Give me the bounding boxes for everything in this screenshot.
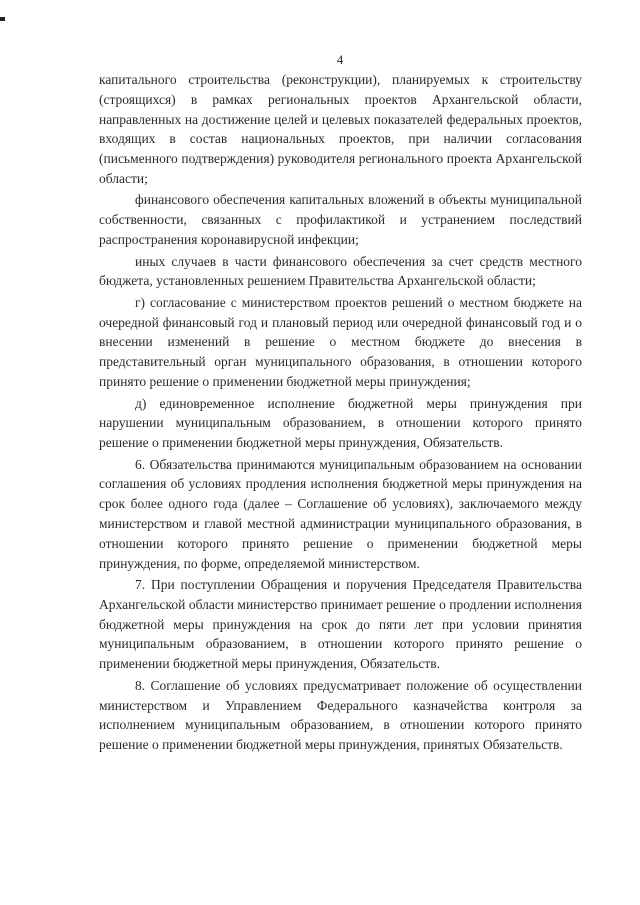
paragraph-8: 8. Соглашение об условиях предусматривает положение об осуществлении министерством и Управлением Федерального казначейства контроля за исполнением муниципальным образованием, в отношении которого принято решение о применении бюджетной меры принуждения, принятых Обязательств.: [99, 677, 582, 753]
paragraph-6: 6. Обязательства принимаются муниципальным образованием на основании соглашения об условиях продления исполнения бюджетной меры принуждения на срок более одного года (далее – Соглашение об условиях), заключаемого между министерством и главой местной администрации муниципального образования, в отношении которого принято решение о применении бюджетной меры принуждения, по форме, определяемой министерством.: [99, 456, 582, 571]
paragraph-7: 7. При поступлении Обращения и поручения Председателя Правительства Архангельской области министерство принимает решение о продлении исполнения бюджетной меры принуждения на срок до пяти лет при условии принятия муниципальным образованием, в отношении которого принято решение о применении бюджетной меры принуждения, Обязательств.: [99, 577, 582, 672]
page-number: 4: [336, 52, 344, 67]
paragraph-capital-investments: финансового обеспечения капитальных вложений в объекты муниципальной собственности, связанных с профилактикой и устранением последствий распространения коронавирусной инфекции;: [99, 192, 582, 248]
document-body: [99, 70, 582, 755]
paragraph-continuation: капитального строительства (реконструкции), планируемых к строительству (строящихся) в рамках региональных проектов Архангельской области, направленных на достижение целей и целевых показателей федеральных проектов, входящих в состав национальных проектов, при наличии согласования (письменного подтверждения) руководителя регионального проекта Архангельской области;: [99, 72, 582, 186]
scan-mark: [0, 17, 5, 21]
paragraph-other-cases: иных случаев в части финансового обеспечения за счет средств местного бюджета, установленных решением Правительства Архангельской области;: [99, 253, 582, 289]
paragraph-item-g: г) согласование с министерством проектов решений о местном бюджете на очередной финансовый год и плановый период или очередной финансовый год и о внесении изменений в решение о местном бюджете до внесения в представительный орган муниципального образования, в отношении которого принято решение о применении бюджетной меры принуждения;: [99, 294, 582, 390]
paragraph-item-d: д) единовременное исполнение бюджетной меры принуждения при нарушении муниципальным образованием, в отношении которого принято решение о применении бюджетной меры принуждения, Обязательств.: [99, 395, 582, 451]
